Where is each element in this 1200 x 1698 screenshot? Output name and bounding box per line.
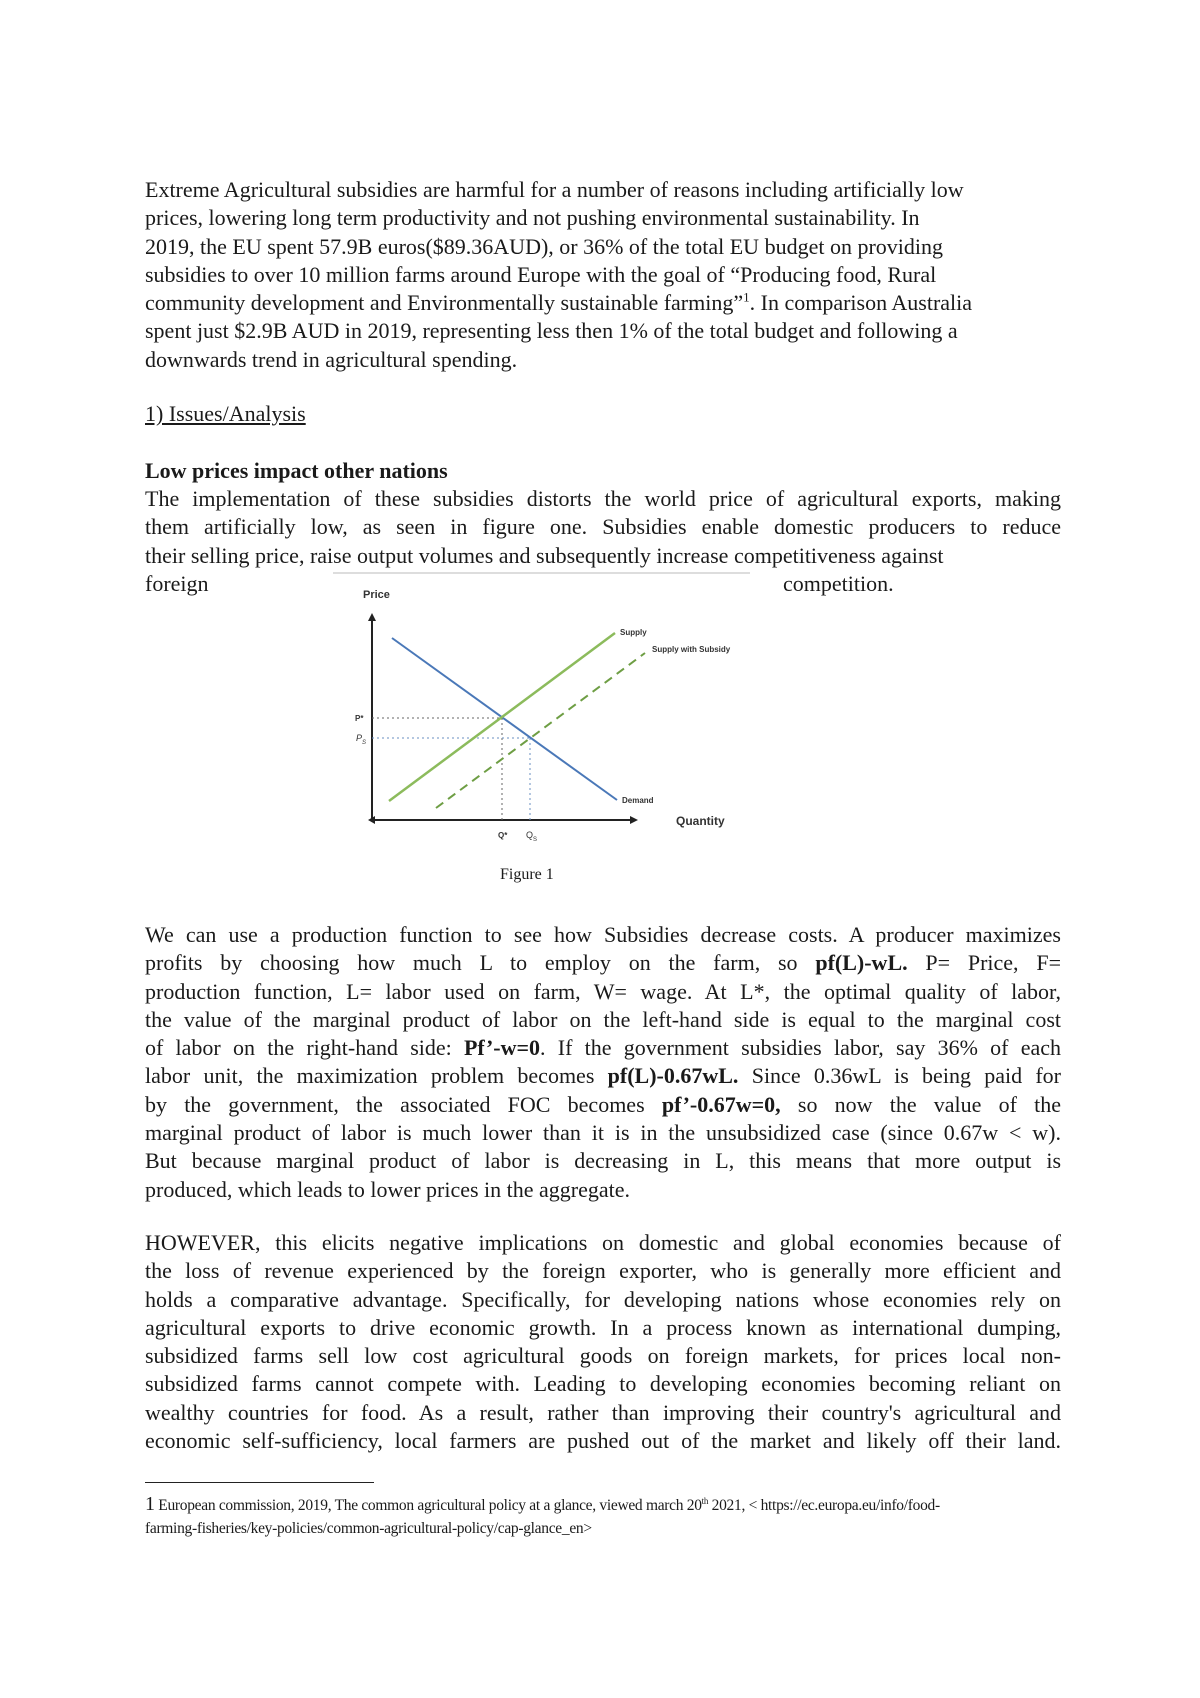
text-line (145, 1399, 1061, 1427)
text-segment: produced, which leads to lower prices in the aggregate. (145, 1176, 631, 1202)
footnote-ref: 1 (743, 289, 750, 305)
wrap-text-left: foreign (145, 571, 209, 596)
q-s-tick (526, 830, 537, 843)
text-segment: by the government, the associated FOC becomes (145, 1091, 662, 1117)
y-axis-label: Price (363, 589, 390, 601)
text-line (145, 1034, 1061, 1062)
text-segment: Since 0.36wL is being paid for (738, 1063, 1061, 1089)
q-s-tick-main: Q (526, 830, 534, 840)
text-line (145, 1147, 1061, 1175)
low-prices-paragraph (145, 485, 1061, 570)
bold-formula: pf’-0.67w=0, (661, 1091, 781, 1117)
supply-curve (389, 633, 615, 801)
intro-paragraph (145, 176, 1061, 374)
text-segment: agricultural exports to drive economic growth. In a process known as international dumping, (145, 1314, 1061, 1340)
footnote-sup: th (701, 1496, 709, 1506)
text-segment: subsidized farms sell low cost agricultural goods on foreign markets, for prices local non- (145, 1343, 1061, 1369)
bold-formula: pf(L)-0.67wL. (607, 1063, 739, 1089)
footnote-line-2: farming-fisheries/key-policies/common-agricultural-policy/cap-glance_en> (145, 1520, 592, 1538)
text-segment: The implementation of these subsidies distorts the world price of agricultural exports, making (145, 486, 1061, 511)
text-line (145, 204, 1061, 232)
text-line (145, 485, 1061, 513)
text-segment: P= Price, F= (907, 950, 1061, 976)
footnote-text-a: European commission, 2019, The common agricultural policy at a glance, viewed march 20 (154, 1497, 702, 1515)
subheading: Low prices impact other nations (145, 458, 448, 483)
text-segment: . If the government subsidies labor, say 36% of each (540, 1035, 1061, 1061)
demand-curve (392, 638, 617, 800)
section-heading: 1) Issues/Analysis (145, 401, 306, 426)
text-segment: downwards trend in agricultural spending. (145, 346, 518, 372)
text-line (145, 1286, 1061, 1314)
bold-formula: pf(L)-wL. (815, 950, 908, 976)
text-line (145, 289, 1061, 317)
text-line (145, 1062, 1061, 1090)
text-line (145, 176, 1061, 204)
text-segment: . In comparison Australia (749, 290, 973, 316)
text-segment: But because marginal product of labor is decreasing in L, this means that more output is (145, 1148, 1061, 1174)
demand-label: Demand (622, 796, 654, 805)
text-line (145, 542, 1061, 570)
text-line (145, 513, 1061, 541)
footnote-number: 1 (145, 1493, 155, 1516)
x-axis-arrow-icon (630, 816, 638, 824)
text-segment: subsidized farms cannot compete with. Leading to developing economies becoming reliant on (145, 1371, 1061, 1397)
text-line (145, 949, 1061, 977)
y-axis-arrow-icon (368, 613, 376, 621)
text-segment: HOWEVER, this elicits negative implications on domestic and global economies because of (145, 1230, 1061, 1255)
text-segment: subsidies to over 10 million farms around Europe with the goal of “Producing food, Rural (145, 261, 937, 287)
text-line (145, 1370, 1061, 1398)
footnote-text-b: 2021, < https://ec.europa.eu/info/food- (708, 1497, 940, 1515)
p-s-tick-sub: S (362, 740, 367, 746)
text-line (145, 1119, 1061, 1147)
text-segment: prices, lowering long term productivity and not pushing environmental sustainability. In (145, 205, 920, 231)
p-s-tick-main: P (356, 733, 363, 743)
text-segment: the loss of revenue experienced by the foreign exporter, who is generally more efficient and (145, 1258, 1061, 1284)
text-line (145, 1176, 1061, 1204)
text-segment: profits by choosing how much L to employ on the farm, so (145, 950, 816, 976)
text-line (145, 1229, 1061, 1257)
text-segment: the value of the marginal product of labor on the left-hand side is equal to the marginal cost (145, 1006, 1061, 1032)
text-line (145, 978, 1061, 1006)
however-paragraph (145, 1229, 1061, 1455)
supply-with-subsidy-curve (436, 653, 645, 808)
text-line (145, 1257, 1061, 1285)
production-function-paragraph (145, 921, 1061, 1204)
text-segment: production function, L= labor used on farm, W= wage. At L*, the optimal quality of labor, (145, 978, 1061, 1004)
supply-demand-figure (300, 570, 750, 860)
footnote-separator (145, 1482, 374, 1483)
p-s-tick (356, 733, 366, 746)
text-segment: of labor on the right-hand side: (145, 1035, 464, 1061)
text-segment: holds a comparative advantage. Specifically, for developing nations whose economies rely on (145, 1286, 1061, 1312)
text-segment: community development and Environmentally sustainable farming” (145, 290, 744, 316)
supply-subsidy-label: Supply with Subsidy (652, 645, 731, 654)
footnote (145, 1488, 1065, 1542)
p-star-tick: P* (355, 714, 364, 723)
text-segment: wealthy countries for food. As a result, rather than improving their country's agricultural and (145, 1399, 1061, 1425)
q-s-tick-sub: S (533, 837, 538, 843)
text-line (145, 317, 1061, 345)
text-segment: 2019, the EU spent 57.9B euros($89.36AUD), or 36% of the total EU budget on providing (145, 233, 943, 259)
q-star-tick: Q* (498, 831, 508, 840)
figure-caption: Figure 1 (500, 866, 554, 883)
text-segment: their selling price, raise output volumes and subsequently increase competitiveness against (145, 542, 944, 568)
text-segment: spent just $2.9B AUD in 2019, representing less then 1% of the total budget and following a (145, 318, 958, 344)
text-line (145, 261, 1061, 289)
text-line (145, 921, 1061, 949)
text-segment: labor unit, the maximization problem becomes (145, 1063, 608, 1089)
supply-label: Supply (620, 628, 647, 637)
text-line (145, 346, 1061, 374)
x-axis-label: Quantity (676, 814, 725, 828)
text-segment: Extreme Agricultural subsidies are harmful for a number of reasons including artificially low (145, 177, 964, 202)
text-line (145, 1314, 1061, 1342)
text-line (145, 1342, 1061, 1370)
text-line (145, 1006, 1061, 1034)
text-line (145, 1427, 1061, 1455)
bold-formula: Pf’-w=0 (463, 1035, 541, 1061)
wrap-text-right: competition. (783, 571, 894, 596)
text-segment: We can use a production function to see how Subsidies decrease costs. A producer maximizes (145, 922, 1061, 947)
text-segment: them artificially low, as seen in figure one. Subsidies enable domestic producers to reduce (145, 514, 1061, 540)
text-line (145, 233, 1061, 261)
text-segment: marginal product of labor is much lower than it is in the unsubsidized case (since 0.67w < w). (145, 1120, 1061, 1146)
text-segment: economic self-sufficiency, local farmers are pushed out of the market and likely off their land. (145, 1428, 1061, 1454)
text-line (145, 1091, 1061, 1119)
text-segment: so now the value of the (780, 1091, 1061, 1117)
